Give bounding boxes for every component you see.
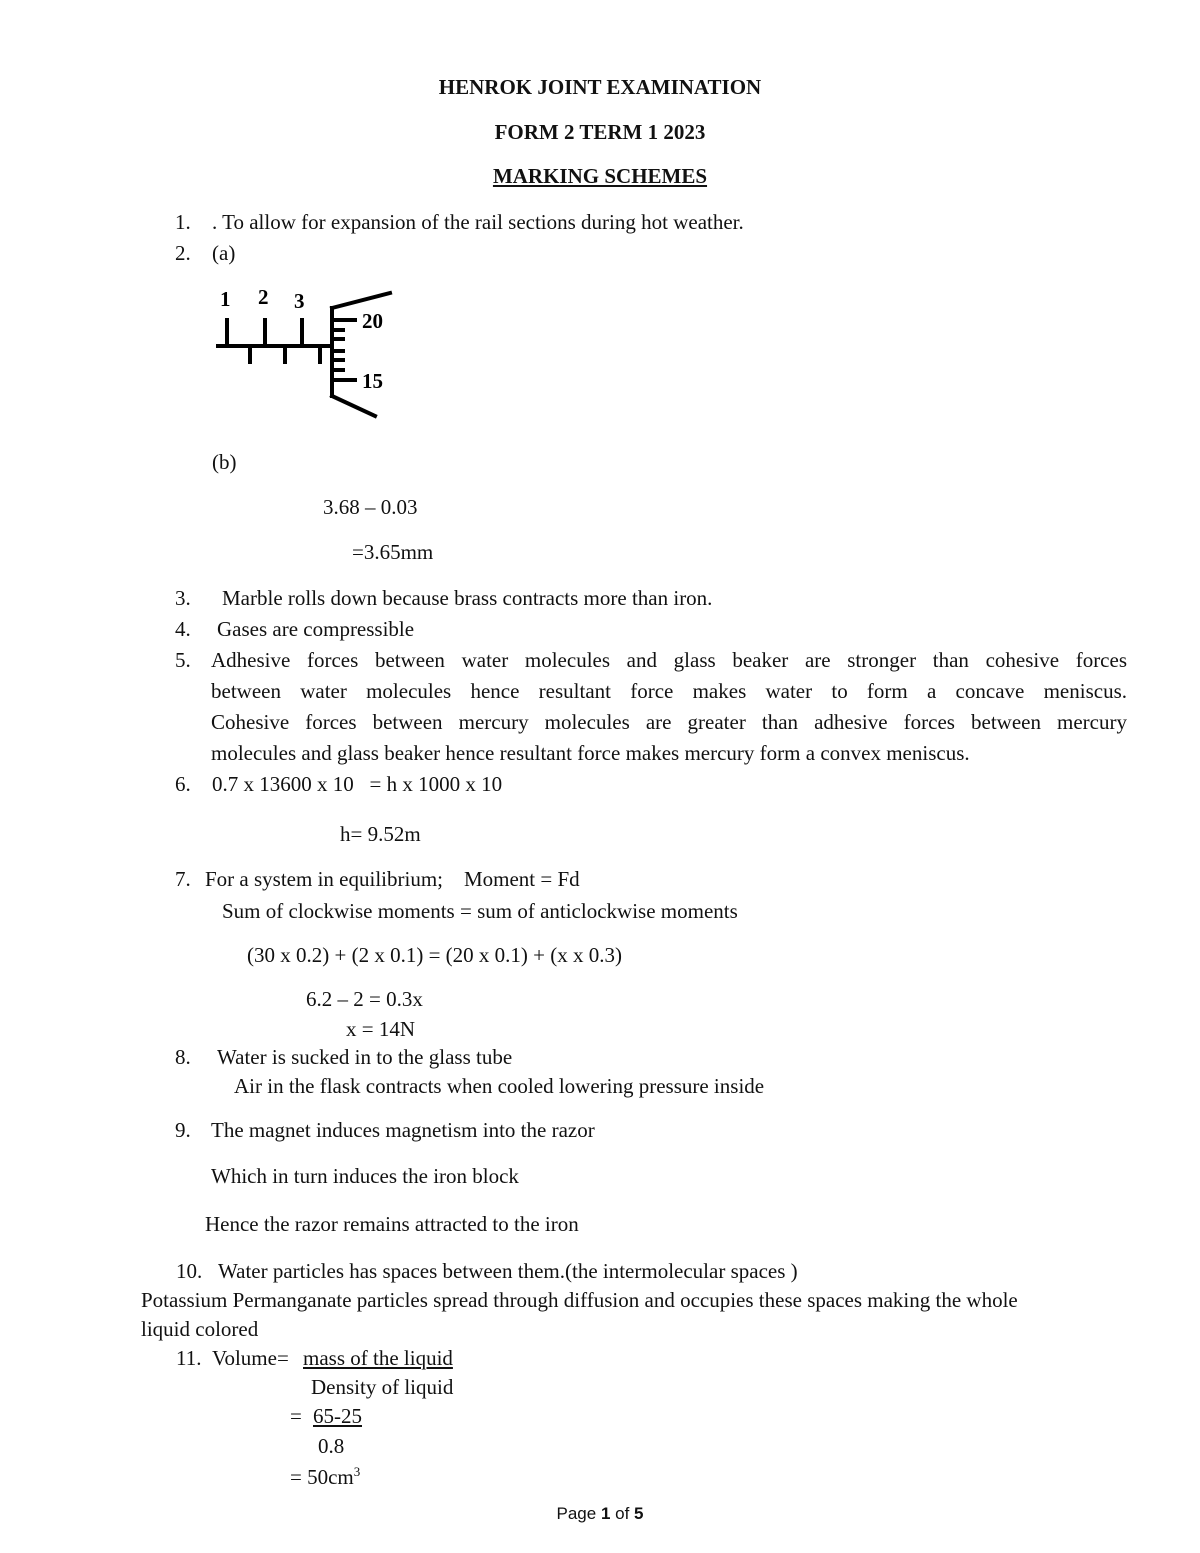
q11-eq2-prefix: = <box>290 1404 308 1428</box>
q7-number: 7. <box>175 867 191 891</box>
sleeve-label-2: 2 <box>258 285 269 309</box>
q8-line-2: Air in the flask contracts when cooled lowering pressure inside <box>234 1074 765 1098</box>
q10-line-1: Water particles has spaces between them.(the intermolecular spaces ) <box>218 1259 798 1283</box>
q7-result: x = 14N <box>346 1017 416 1041</box>
q2-number: 2. <box>175 241 191 265</box>
page-label: Page <box>556 1504 601 1523</box>
q11-volume-label: Volume= <box>212 1346 289 1370</box>
q8-line-1: Water is sucked in to the glass tube <box>217 1045 513 1069</box>
q3-answer: Marble rolls down because brass contracts more than iron. <box>222 586 713 610</box>
q2-part-b-label: (b) <box>212 450 237 474</box>
q5-line-3: Cohesive forces between mercury molecules are greater than adhesive forces between mercury <box>211 710 1127 734</box>
q7-equation: (30 x 0.2) + (2 x 0.1) = (20 x 0.1) + (x x 0.3) <box>247 943 622 967</box>
total-pages: 5 <box>634 1504 644 1523</box>
q6-equation: 0.7 x 13600 x 10 = h x 1000 x 10 <box>212 772 503 796</box>
q11-numerator: mass of the liquid <box>303 1346 453 1370</box>
sleeve-label-1: 1 <box>220 287 231 311</box>
page-indicator <box>0 1505 1200 1522</box>
page-of-label: of <box>610 1504 635 1523</box>
q9-line-1: The magnet induces magnetism into the razor <box>211 1118 595 1142</box>
thimble-label-15: 15 <box>362 369 383 393</box>
q7-working: 6.2 – 2 = 0.3x <box>306 987 423 1011</box>
q11-denominator: Density of liquid <box>311 1375 454 1399</box>
q6-number: 6. <box>175 772 191 796</box>
q3-number: 3. <box>175 586 191 610</box>
q11-number: 11. <box>176 1346 202 1370</box>
q5-line-1: Adhesive forces between water molecules and glass beaker are stronger than cohesive forces <box>211 648 1127 672</box>
q9-number: 9. <box>175 1118 191 1142</box>
q11-eq2-numerator: 65-25 <box>313 1404 362 1428</box>
q11-eq2-denominator: 0.8 <box>318 1434 345 1458</box>
q5-number: 5. <box>175 648 191 672</box>
thimble-label-20: 20 <box>362 309 383 333</box>
q7-statement: Sum of clockwise moments = sum of anticlockwise moments <box>222 899 738 923</box>
q1-number: 1. <box>175 210 191 234</box>
q11-result <box>290 1465 360 1488</box>
q10-line-3: liquid colored <box>141 1317 259 1341</box>
q6-result: h= 9.52m <box>340 822 421 846</box>
q5-line-4: molecules and glass beaker hence resultant force makes mercury form a convex meniscus. <box>211 741 970 765</box>
exam-title: HENROK JOINT EXAMINATION <box>438 75 762 99</box>
q2-part-a-label: (a) <box>212 241 236 265</box>
micrometer-screw-gauge-diagram <box>210 282 410 427</box>
form-term-title: FORM 2 TERM 1 2023 <box>494 120 706 144</box>
current-page: 1 <box>600 1504 611 1523</box>
q4-answer: Gases are compressible <box>217 617 415 641</box>
sleeve-label-3: 3 <box>294 289 305 313</box>
q8-number: 8. <box>175 1045 191 1069</box>
q7-principle: For a system in equilibrium; Moment = Fd <box>205 867 580 891</box>
q10-line-2: Potassium Permanganate particles spread through diffusion and occupies these spaces making the whole <box>141 1288 1018 1312</box>
q10-number: 10. <box>176 1259 203 1283</box>
q2-working: 3.68 – 0.03 <box>323 495 418 519</box>
q1-answer: . To allow for expansion of the rail sections during hot weather. <box>212 210 744 234</box>
q2-result: =3.65mm <box>352 540 434 564</box>
marking-schemes-title: MARKING SCHEMES <box>492 164 708 188</box>
q11-result-exponent: 3 <box>353 1464 361 1479</box>
q5-line-2: between water molecules hence resultant force makes water to form a concave meniscus. <box>211 679 1127 703</box>
q11-result-value: = 50cm <box>290 1465 354 1489</box>
q9-line-2: Which in turn induces the iron block <box>211 1164 519 1188</box>
q9-line-3: Hence the razor remains attracted to the iron <box>205 1212 579 1236</box>
q4-number: 4. <box>175 617 191 641</box>
